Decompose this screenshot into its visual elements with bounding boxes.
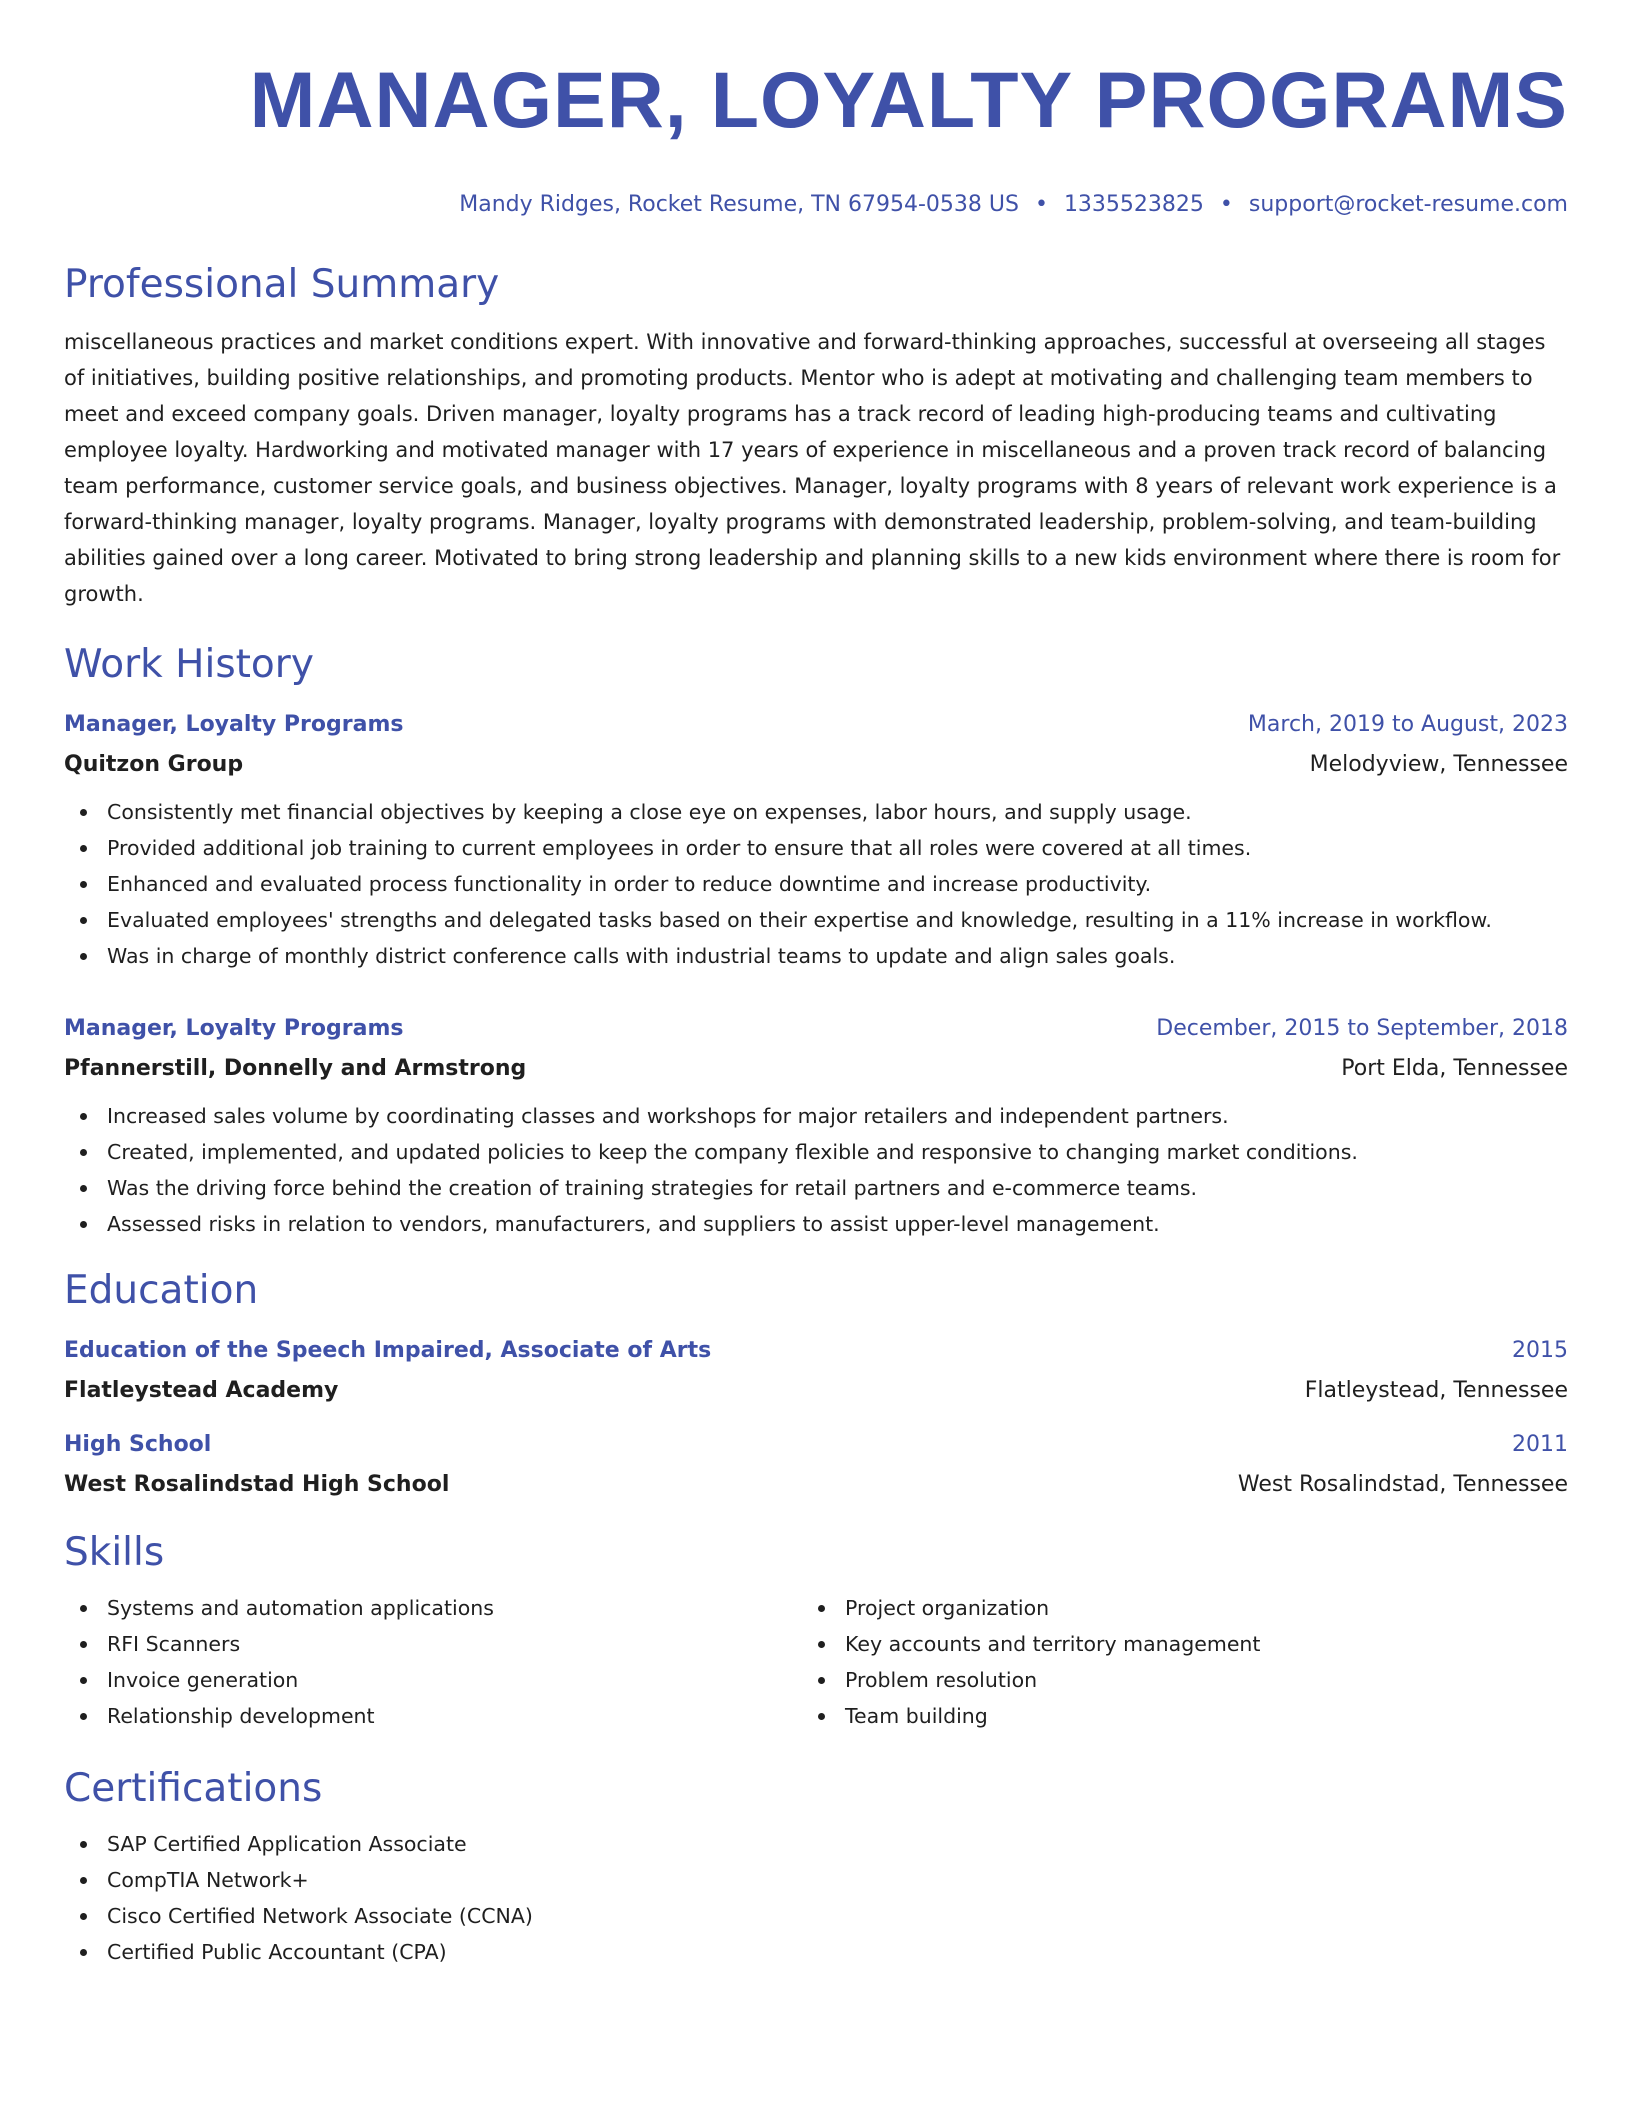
- list-item: Provided additional job training to current employees in order to ensure that all roles were covered at all times.: [64, 830, 1568, 866]
- school-row: [64, 1376, 1568, 1406]
- list-item: Enhanced and evaluated process functionality in order to reduce downtime and increase productivity.: [64, 866, 1568, 902]
- job-location: Port Elda, Tennessee: [1341, 1056, 1568, 1081]
- list-item: Problem resolution: [802, 1662, 1540, 1698]
- job-company-row: [64, 1054, 1568, 1084]
- email-link[interactable]: support@rocket-resume.com: [1248, 192, 1568, 217]
- list-item: Team building: [802, 1698, 1540, 1734]
- job-role-row: [64, 1014, 1568, 1044]
- certifications-heading: Certifications: [64, 1766, 323, 1811]
- address-text: Mandy Ridges, Rocket Resume, TN 67954-0538 US: [459, 192, 1019, 217]
- summary-heading: Professional Summary: [64, 262, 500, 307]
- contact-separator: •: [1219, 192, 1233, 217]
- resume-title: MANAGER, LOYALTY PROGRAMS: [249, 55, 1568, 144]
- list-item: Was in charge of monthly district conference calls with industrial teams to update and align sales goals.: [64, 938, 1568, 974]
- list-item: Invoice generation: [64, 1662, 802, 1698]
- job-bullets: [64, 794, 1568, 974]
- job-company: Pfannerstill, Donnelly and Armstrong: [64, 1056, 527, 1081]
- degree-name: High School: [64, 1432, 212, 1457]
- education-entry: [64, 1336, 1568, 1406]
- education-entry: [64, 1430, 1568, 1500]
- list-item: Key accounts and territory management: [802, 1626, 1540, 1662]
- school-name: Flatleystead Academy: [64, 1378, 339, 1403]
- education-heading: Education: [64, 1268, 259, 1313]
- list-item: Created, implemented, and updated policies to keep the company flexible and responsive to changing market conditions.: [64, 1134, 1568, 1170]
- skills-list-right: [802, 1590, 1540, 1734]
- graduation-year: 2011: [1512, 1432, 1568, 1457]
- list-item: RFI Scanners: [64, 1626, 802, 1662]
- degree-row: [64, 1430, 1568, 1460]
- skills-list-left: [64, 1590, 802, 1734]
- school-name: West Rosalindstad High School: [64, 1472, 450, 1497]
- list-item: Assessed risks in relation to vendors, manufacturers, and suppliers to assist upper-level management.: [64, 1206, 1568, 1242]
- job-role: Manager, Loyalty Programs: [64, 1016, 404, 1041]
- job-company-row: [64, 750, 1568, 780]
- school-location: West Rosalindstad, Tennessee: [1237, 1472, 1568, 1497]
- skills-grid: [64, 1590, 1568, 1734]
- list-item: Was the driving force behind the creation of training strategies for retail partners and e-commerce teams.: [64, 1170, 1568, 1206]
- resume-header: [64, 50, 1568, 220]
- list-item: SAP Certified Application Associate: [64, 1826, 1568, 1862]
- phone-text: 1335523825: [1063, 192, 1204, 217]
- job-role-row: [64, 710, 1568, 740]
- list-item: Certified Public Accountant (CPA): [64, 1934, 1568, 1970]
- degree-name: Education of the Speech Impaired, Associate of Arts: [64, 1338, 712, 1363]
- list-item: Cisco Certified Network Associate (CCNA): [64, 1898, 1568, 1934]
- list-item: Project organization: [802, 1590, 1540, 1626]
- list-item: Relationship development: [64, 1698, 802, 1734]
- job-entry: [64, 1014, 1568, 1242]
- list-item: Evaluated employees' strengths and delegated tasks based on their expertise and knowledge, resulting in a 11% increase in workflow.: [64, 902, 1568, 938]
- job-company: Quitzon Group: [64, 752, 244, 777]
- job-location: Melodyview, Tennessee: [1309, 752, 1568, 777]
- school-row: [64, 1470, 1568, 1500]
- job-dates: December, 2015 to September, 2018: [1156, 1016, 1568, 1041]
- job-role: Manager, Loyalty Programs: [64, 712, 404, 737]
- degree-row: [64, 1336, 1568, 1366]
- job-bullets: [64, 1098, 1568, 1242]
- work-history-heading: Work History: [64, 642, 314, 687]
- list-item: CompTIA Network+: [64, 1862, 1568, 1898]
- school-location: Flatleystead, Tennessee: [1304, 1378, 1568, 1403]
- job-dates: March, 2019 to August, 2023: [1247, 712, 1568, 737]
- contact-separator: •: [1034, 192, 1048, 217]
- list-item: Increased sales volume by coordinating classes and workshops for major retailers and independent partners.: [64, 1098, 1568, 1134]
- summary-text: miscellaneous practices and market conditions expert. With innovative and forward-thinking approaches, successful at overseeing all stages of initiatives, building positive relationships, and promoting products. Mentor who is adept at motivating and challenging team members to meet and exceed company goals. Driven manager, loyalty programs has a track record of leading high-producing teams and cultivating employee loyalty. Hardworking and motivated manager with 17 years of experience in miscellaneous and a proven track record of balancing team performance, customer service goals, and business objectives. Manager, loyalty programs with 8 years of relevant work experience is a forward-thinking manager, loyalty programs. Manager, loyalty programs with demonstrated leadership, problem-solving, and team-building abilities gained over a long career. Motivated to bring strong leadership and planning skills to a new kids environment where there is room for growth.: [64, 330, 1561, 606]
- job-entry: [64, 710, 1568, 974]
- contact-line: [64, 190, 1568, 220]
- certifications-list: [64, 1826, 1568, 1970]
- skills-heading: Skills: [64, 1530, 165, 1575]
- list-item: Consistently met financial objectives by keeping a close eye on expenses, labor hours, and supply usage.: [64, 794, 1568, 830]
- spacer: [64, 1406, 1568, 1430]
- list-item: Systems and automation applications: [64, 1590, 802, 1626]
- spacer: [64, 974, 1568, 994]
- graduation-year: 2015: [1512, 1338, 1568, 1363]
